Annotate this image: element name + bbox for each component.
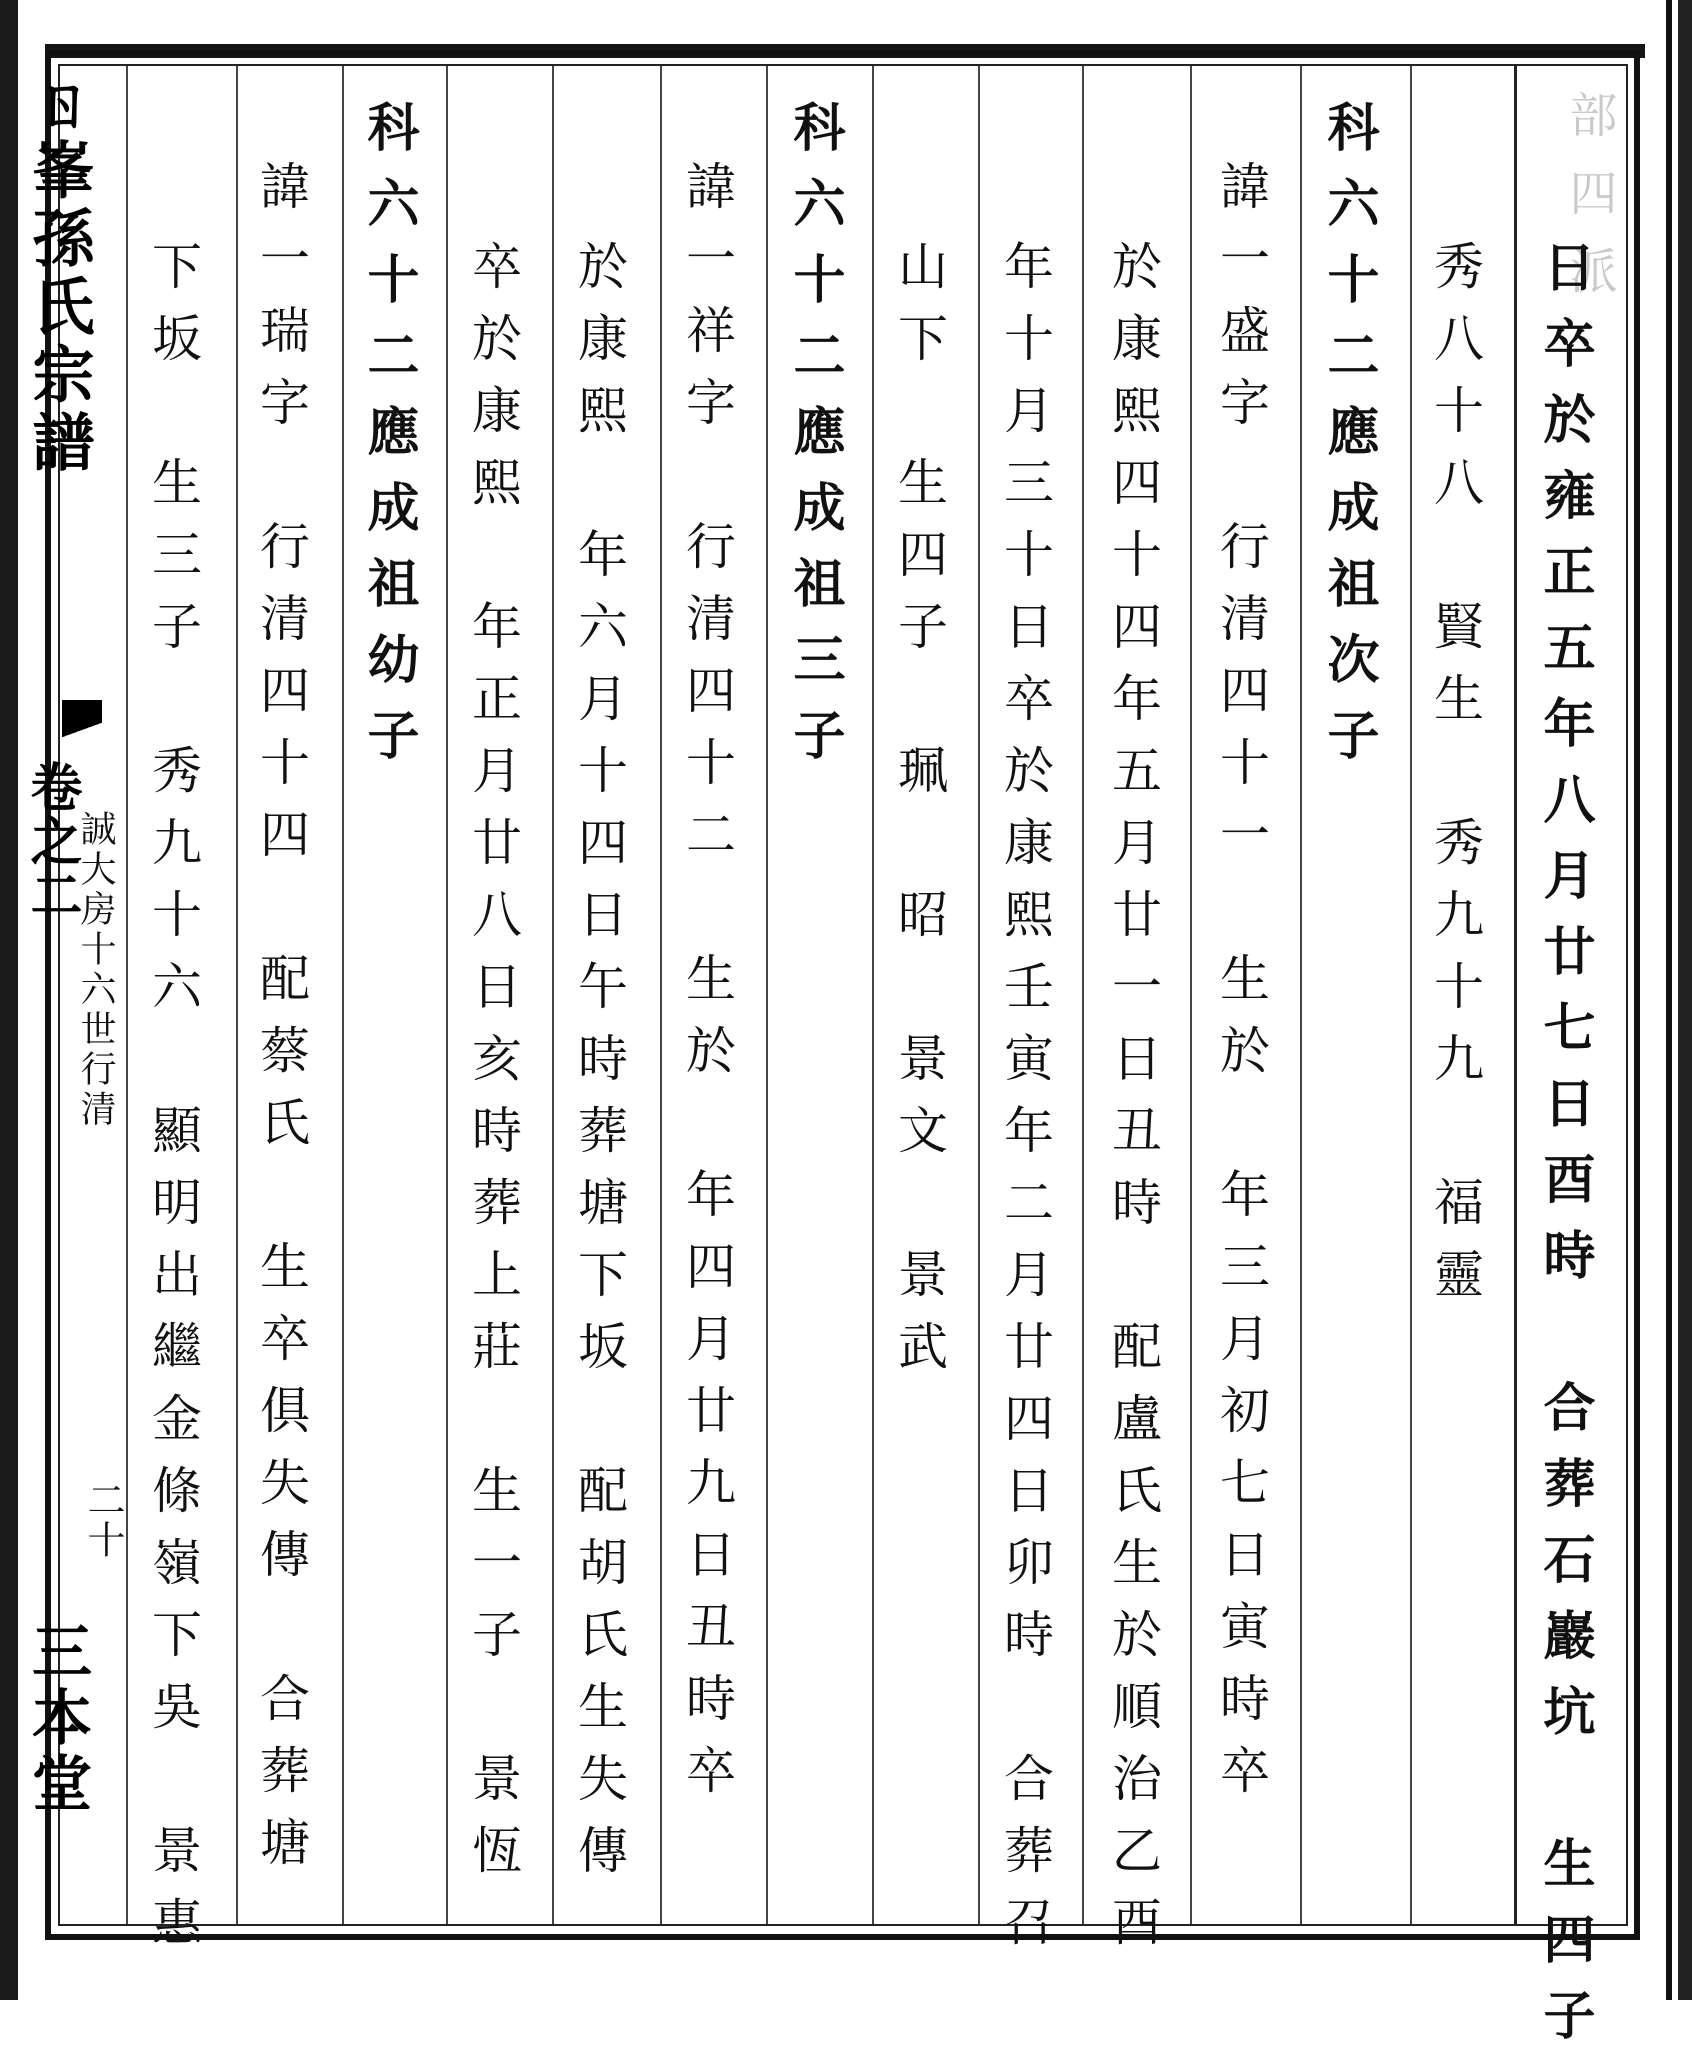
page-right-edge — [1666, 0, 1692, 2000]
text-column: 科六十二應成祖幼子 — [358, 100, 419, 784]
volume-label: 卷之二 — [21, 760, 82, 922]
text-column: 卒於康熙 年正月廿八日亥時葬上莊 生一子 景恆 — [464, 240, 522, 1896]
text-column: 科六十二應成祖次子 — [1318, 100, 1379, 784]
text-column: 諱一盛字 行清四十一 生於 年三月初七日寅時卒 — [1212, 160, 1270, 1816]
column-rule — [552, 66, 554, 1924]
column-rule — [1300, 66, 1302, 1924]
genealogy-title: ㄖ峯孫氏宗譜 — [22, 70, 95, 478]
column-rule — [766, 66, 768, 1924]
page-number: 二十 — [81, 1480, 125, 1560]
column-rule — [1514, 66, 1517, 1924]
text-column: 諱一祥字 行清四十二 生於 年四月廿九日丑時卒 — [678, 160, 736, 1816]
column-rule — [978, 66, 980, 1924]
text-column: 秀八十八 賢生 秀九十九 福靈 — [1426, 240, 1484, 1320]
bleed-through-text: 部四派 — [1561, 90, 1617, 324]
text-column: 科六十二應成祖三子 — [784, 100, 845, 784]
column-rule — [126, 66, 128, 1924]
text-column: 日卒於雍正五年八月廿七日酉時 合葬石巖坑 生四子 — [1534, 240, 1595, 2064]
text-column: 於康熙 年六月十四日午時葬塘下坂 配胡氏生失傳 — [570, 240, 628, 1896]
text-column: 山下 生四子 珮 昭 景文 景武 — [890, 240, 948, 1392]
column-rule — [1410, 66, 1412, 1924]
column-rule — [342, 66, 344, 1924]
column-rule — [872, 66, 874, 1924]
column-rule — [236, 66, 238, 1924]
text-column: 年十月三十日卒於康熙壬寅年二月廿四日卯時 合葬召 — [996, 240, 1054, 1968]
fish-tail-mark — [62, 700, 102, 760]
text-column: 下坂 生三子 秀九十六 顯明出繼金條嶺下吳 景惠 — [144, 240, 202, 1968]
column-rule — [1190, 66, 1192, 1924]
hall-name: 三本堂 — [22, 1620, 92, 1818]
text-column: 諱一瑞字 行清四十四 配蔡氏 生卒俱失傳 合葬塘 — [252, 160, 310, 1888]
column-rule — [1082, 66, 1084, 1924]
section-label: 誠大房十六世行清 — [75, 810, 116, 1130]
column-rule — [660, 66, 662, 1924]
text-column: 於康熙四十四年五月廿一日丑時 配盧氏生於順治乙酉 — [1104, 240, 1162, 1968]
column-rule — [446, 66, 448, 1924]
